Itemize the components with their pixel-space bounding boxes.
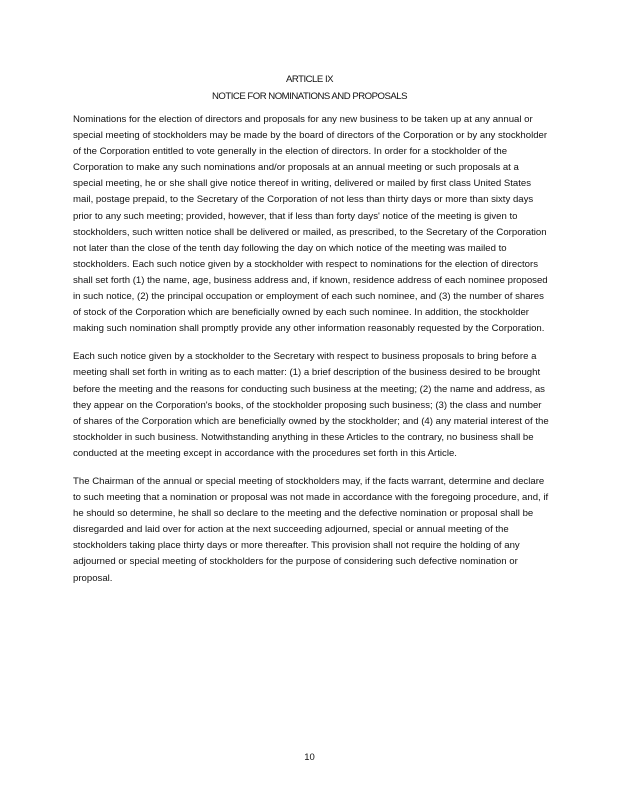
paragraph-business-proposals: Each such notice given by a stockholder to the Secretary with respect to business proposals to bring before a meeting shall set forth in writing as to each matter: (1) a brief description of the business desired to be brought before the meeting and the reasons for conducting such business at the meeting; (2) the name and address, as they appear on the Corporation's books, of the stockholder proposing such business; (3) the class and number of shares of the Corporation which are beneficially owned by the stockholder; and (4) any material interest of the stockholder in such business. Notwithstanding anything in these Articles to the contrary, no business shall be conducted at the meeting except in accordance with the procedures set forth in this Article. [73, 351, 549, 459]
paragraph-chairman-determination: The Chairman of the annual or special meeting of stockholders may, if the facts warrant, determine and declare to such meeting that a nomination or proposal was not made in accordance with the foregoing procedure, and, if he should so determine, he shall so declare to the meeting and the defective nomination or proposal shall be disregarded and laid over for action at the next succeeding adjourned, special or annual meeting of the stockholders taking place thirty days or more thereafter. This provision shall not require the holding of any adjourned or special meeting of stockholders for the purpose of considering such defective nomination or proposal. [73, 475, 549, 584]
page-number: 10 [304, 752, 315, 763]
paragraph-nominations: Nominations for the election of directors and proposals for any new business to be taken up at any annual or special meeting of stockholders may be made by the board of directors of the Corporation or by any stockholder of the Corporation entitled to vote generally in the election of directors. In order for a stockholder of the Corporation to make any such nominations and/or proposals at an annual meeting or such proposals at a special meeting, he or she shall give notice thereof in writing, delivered or mailed by first class United States mail, postage prepaid, to the Secretary of the Corporation of not less than thirty days or more than sixty days prior to any such meeting; provided, however, that if less than forty days' notice of the meeting is given to stockholders, such written notice shall be delivered or mailed, as prescribed, to the Secretary of the Corporation not later than the close of the tenth day following the day on which notice of the meeting was mailed to stockholders. Each such notice given by a stockholder with respect to nominations for the election of directors shall set forth (1) the name, age, business address and, if known, residence address of each nominee proposed in such notice, (2) the principal occupation or employment of each such nominee, and (3) the number of shares of stock of the Corporation which are beneficially owned by each such nominee. In addition, the stockholder making such nomination shall promptly provide any other information reasonably requested by the Corporation. [73, 114, 548, 335]
article-title: ARTICLE IX [285, 74, 334, 85]
article-body [73, 112, 551, 599]
article-subtitle: NOTICE FOR NOMINATIONS AND PROPOSALS [211, 91, 408, 102]
